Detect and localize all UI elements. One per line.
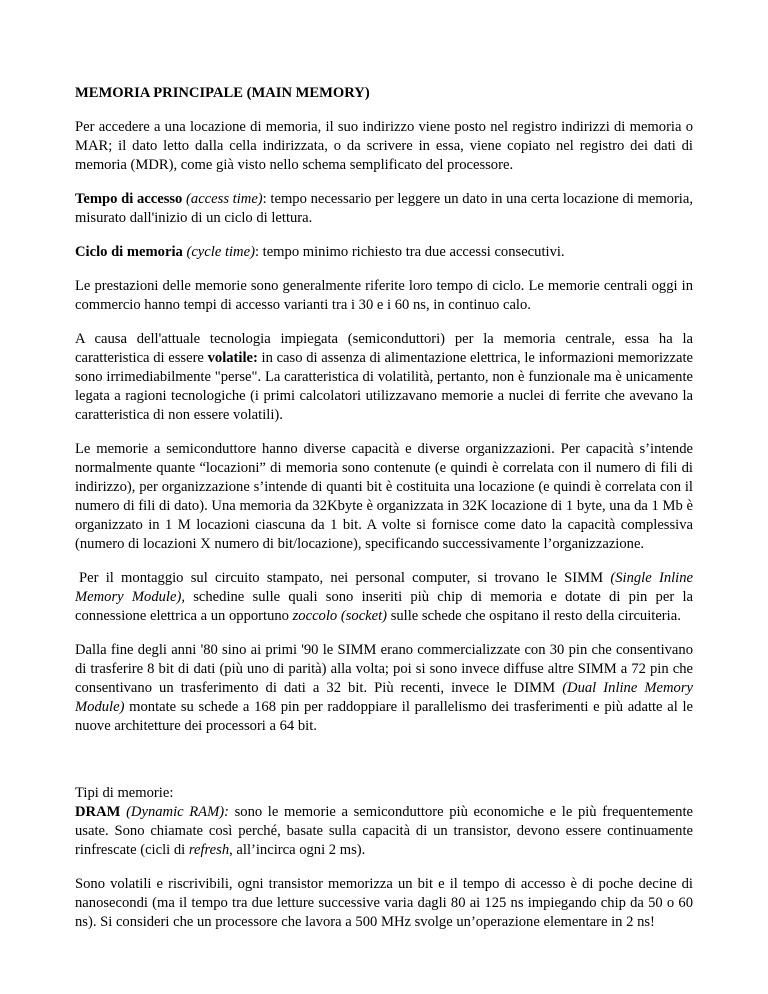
dimm-text-b: montate su schede a 168 pin per raddoppiare il parallelismo dei trasferimenti e più adatte al le nuove architetture dei processori a 64 bit. bbox=[75, 699, 693, 734]
term-volatile: volatile: bbox=[207, 350, 258, 366]
term-cycle-time-en: (cycle time) bbox=[186, 244, 255, 260]
definition-cycle-time: : tempo minimo richiesto tra due accessi consecutivi. bbox=[254, 244, 565, 260]
paragraph-dram bbox=[75, 803, 693, 860]
socket-term: zoccolo (socket) bbox=[292, 608, 388, 624]
term-refresh: refresh bbox=[188, 842, 230, 858]
dimm-text-a: Dalla fine degli anni '80 sino ai primi '90 le SIMM erano commercializzate con 30 pin che consentivano di trasferire 8 bit di dati (più uno di parità) alla volta; poi si sono invece diffuse altre SIMM a 72 pin che consentivano un trasferimento di dati a 32 bit. Più recenti, invece le DIMM bbox=[75, 642, 693, 696]
term-access-time-en: (access time) bbox=[186, 191, 263, 207]
paragraph-mar-mdr: Per accedere a una locazione di memoria, il suo indirizzo viene posto nel registro indirizzi di memoria o MAR; il dato letto dalla cella indirizzata, o da scrivere in essa, viene copiato nel registro dei dati di memoria (MDR), come già visto nello schema semplificato del processore. bbox=[75, 119, 693, 173]
paragraph-volatility bbox=[75, 330, 693, 425]
term-cycle-time: Ciclo di memoria bbox=[75, 244, 183, 260]
paragraph-capacity: Le memorie a semiconduttore hanno diverse capacità e diverse organizzazioni. Per capacità s’intende normalmente quante “locazioni” di memoria sono contenute (e quindi è correlata con il numero di fili di indirizzo), per organizzazione s’intende di quanti bit è costituita una locazione (e quindi è correlata con il numero di fili di dato). Una memoria da 32Kbyte è organizzata in 32K locazione di 1 byte, una da 1 Mb è organizzato in 1 M locazioni ciascuna da 1 bit. A volte si fornisce come dato la capacità complessiva (numero di locazioni X numero di bit/locazione), specificando successivamente l’organizzazione. bbox=[75, 441, 693, 552]
simm-text-c: sulle schede che ospitano il resto della circuiteria. bbox=[387, 608, 681, 624]
paragraph-dram-details: Sono volatili e riscrivibili, ogni transistor memorizza un bit e il tempo di accesso è di poche decine di nanosecondi (ma il tempo tra due letture successive varia dagli 80 ai 125 ns impiegando chip da 50 o 60 ns). Si consideri che un processore che lavora a 500 MHz svolge un’operazione elementare in 2 ns! bbox=[75, 876, 693, 930]
paragraph-dimm bbox=[75, 641, 693, 736]
dram-text-b: , all’incirca ogni 2 ms). bbox=[229, 842, 366, 858]
term-dram-en: (Dynamic RAM): bbox=[126, 804, 229, 820]
simm-text-b: schedine sulle quali sono inseriti più chip di memoria e dotate di pin per la connessione elettrica a un opportuno bbox=[75, 589, 693, 624]
paragraph-access-time bbox=[75, 190, 693, 228]
term-access-time: Tempo di accesso bbox=[75, 191, 183, 207]
dram-text-a: sono le memorie a semiconduttore più economiche e le più frequentemente usate. Sono chiamate così perché, basate sulla capacità di un transistor, devono essere continuamente rinfrescate (cicli di bbox=[75, 804, 693, 858]
memory-types-label: Tipi di memorie: bbox=[75, 785, 174, 801]
definition-access-time: : tempo necessario per leggere un dato in una certa locazione di memoria, misurato dall'inizio di un ciclo di lettura. bbox=[75, 191, 693, 226]
document-page bbox=[75, 84, 693, 947]
dimm-term: (Dual Inline Memory Module) bbox=[75, 680, 694, 715]
simm-text-a: Per il montaggio sul circuito stampato, nei personal computer, si trovano le SIMM bbox=[79, 570, 611, 586]
page-title: MEMORIA PRINCIPALE (MAIN MEMORY) bbox=[75, 85, 370, 101]
paragraph-performance: Le prestazioni delle memorie sono generalmente riferite loro tempo di ciclo. Le memorie centrali oggi in commercio hanno tempi di accesso varianti tra i 30 e i 60 ns, in continuo calo. bbox=[75, 278, 693, 313]
simm-term: (Single Inline Memory Module), bbox=[75, 570, 694, 605]
volatility-text-a: A causa dell'attuale tecnologia impiegata (semiconduttori) per la memoria centrale, essa ha la caratteristica di essere bbox=[75, 331, 693, 366]
spacer bbox=[75, 751, 693, 784]
paragraph-simm bbox=[75, 569, 693, 626]
term-dram: DRAM bbox=[75, 804, 121, 820]
paragraph-cycle-time bbox=[75, 243, 693, 262]
volatility-text-b: in caso di assenza di alimentazione elettrica, le informazioni memorizzate sono irrimediabilmente "perse". La caratteristica di volatilità, pertanto, non è funzionale ma è unicamente legata a ragioni tecnologiche (i primi calcolatori utilizzavano memorie a nuclei di ferrite che avevano la caratteristica di non essere volatili). bbox=[75, 350, 693, 423]
